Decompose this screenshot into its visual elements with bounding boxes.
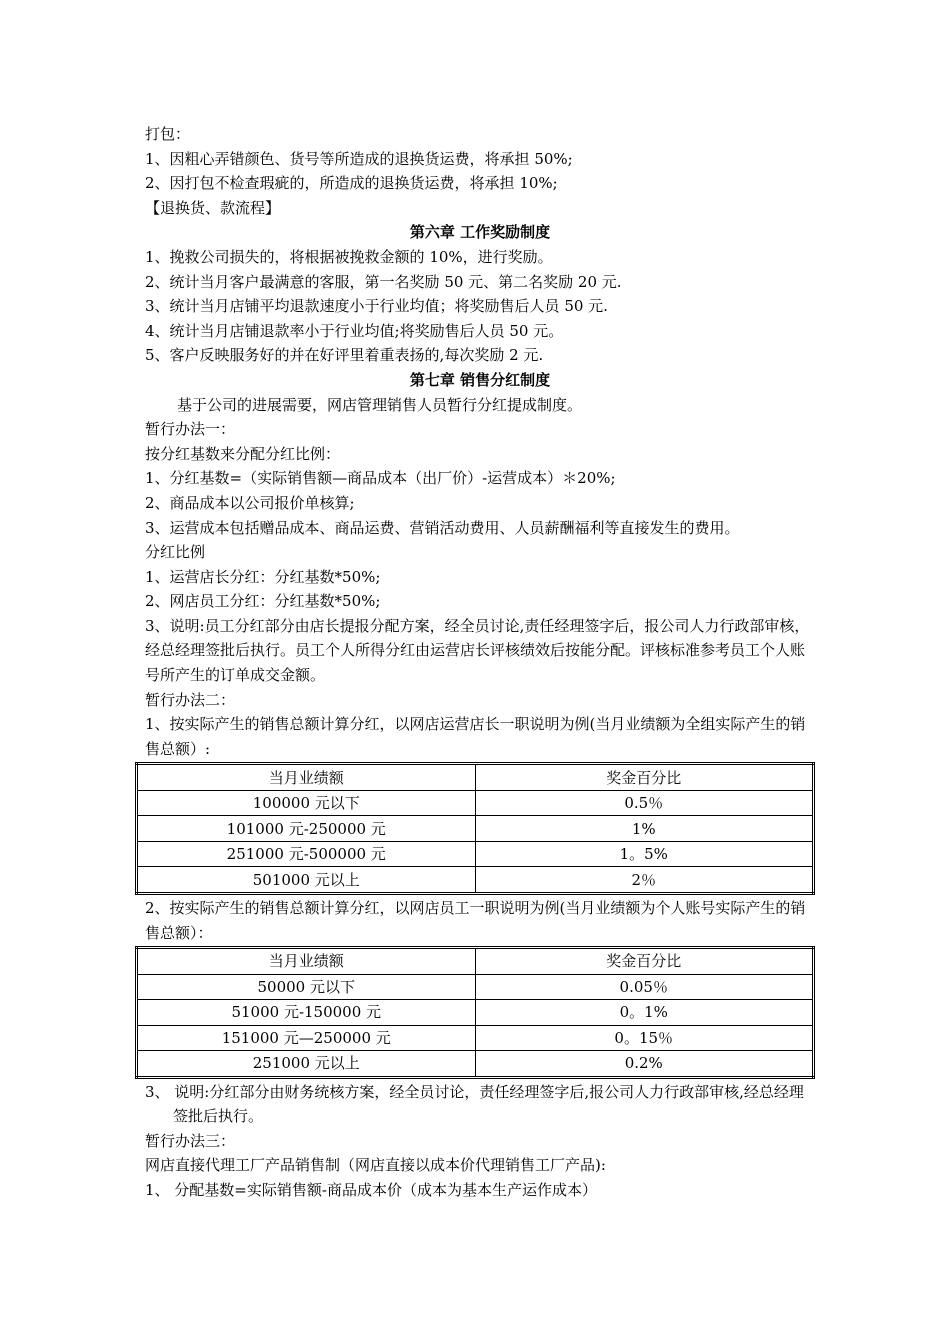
- table-header-cell: 奖金百分比: [475, 764, 814, 791]
- method3-title: 暂行办法三：: [145, 1131, 236, 1150]
- table-row: [137, 1051, 814, 1078]
- method1-title: 暂行办法一：: [145, 420, 236, 439]
- method2-title: 暂行办法二：: [145, 690, 236, 709]
- table-header-row: [137, 948, 814, 975]
- table-row: [137, 841, 814, 867]
- table-cell: 151000 元—250000 元: [137, 1025, 476, 1051]
- table-row: [137, 974, 814, 1000]
- table-cell: 251000 元-500000 元: [137, 841, 476, 867]
- table-header-cell: 当月业绩额: [137, 948, 476, 975]
- table-cell: 1%: [475, 816, 814, 842]
- table-header-cell: 当月业绩额: [137, 764, 476, 791]
- packing-rule-1: 1、因粗心弄错颜色、货号等所造成的退换货运费，将承担 50%;: [145, 149, 573, 168]
- method1-item: 1、分红基数=（实际销售额—商品成本（出厂价）-运营成本）＊20%;: [145, 469, 616, 488]
- table-row: [137, 867, 814, 894]
- chapter6-item: 4、统计当月店铺退款率小于行业均值;将奖励售后人员 50 元。: [145, 321, 564, 340]
- manager-bonus-table: [135, 762, 815, 895]
- table-cell: 51000 元-150000 元: [137, 1000, 476, 1026]
- table-cell: 0.2%: [475, 1051, 814, 1078]
- table-cell: 1。5%: [475, 841, 814, 867]
- ratio-heading: 分红比例: [145, 543, 206, 562]
- ratio-item: 1、运营店长分红：分红基数*50%;: [145, 567, 381, 586]
- method2-item-3: 3、 说明:分红部分由财务统核方案，经全员讨论，责任经理签字后,报公司人力行政部审核,经总经理签批后执行。: [145, 1082, 804, 1126]
- table-header-row: [137, 764, 814, 791]
- table-cell: 501000 元以上: [137, 867, 476, 894]
- table-cell: 100000 元以下: [137, 790, 476, 816]
- chapter6-item: 5、客户反映服务好的并在好评里着重表扬的,每次奖励 2 元.: [145, 346, 544, 365]
- table-cell: 50000 元以下: [137, 974, 476, 1000]
- chapter6-item: 1、挽救公司损失的，将根据被挽救金额的 10%，进行奖励。: [145, 247, 553, 266]
- method3-item-1: 1、 分配基数=实际销售额-商品成本价（成本为基本生产运作成本）: [145, 1181, 597, 1199]
- table-cell: 101000 元-250000 元: [137, 816, 476, 842]
- table-cell: 0。15％: [475, 1025, 814, 1051]
- ratio-note: 3、说明:员工分红部分由店长提报分配方案，经全员讨论,责任经理签字后，报公司人力行政部审核，经总经理签批后执行。员工个人所得分红由运营店长评核绩效后按能分配。评核标准参考员工个人账号所产生的订单成交金额。: [145, 616, 810, 685]
- table-cell: 251000 元以上: [137, 1051, 476, 1078]
- method1-subtitle: 按分红基数来分配分红比例：: [145, 444, 341, 463]
- table-cell: 0.5％: [475, 790, 814, 816]
- method1-item: 2、商品成本以公司报价单核算;: [145, 493, 355, 512]
- chapter6-title: 第六章 工作奖励制度: [409, 223, 551, 242]
- method1-item: 3、运营成本包括赠品成本、商品运费、营销活动费用、人员薪酬福利等直接发生的费用。: [145, 518, 740, 537]
- staff-bonus-table: [135, 946, 815, 1079]
- table-row: [137, 790, 814, 816]
- chapter7-intro: 基于公司的进展需要，网店管理销售人员暂行分红提成制度。: [177, 395, 583, 414]
- packing-heading: 打包：: [145, 125, 191, 143]
- table-cell: 0。1%: [475, 1000, 814, 1026]
- ratio-item: 2、网店员工分红：分红基数*50%;: [145, 592, 381, 611]
- return-process-heading: 【退换货、款流程】: [145, 198, 281, 217]
- packing-rule-2: 2、因打包不检查瑕疵的，所造成的退换货运费，将承担 10%;: [145, 174, 558, 193]
- table-row: [137, 816, 814, 842]
- table-cell: 2％: [475, 867, 814, 894]
- chapter6-item: 3、统计当月店铺平均退款速度小于行业均值；将奖励售后人员 50 元.: [145, 297, 608, 316]
- method2-item-1: 1、按实际产生的销售总额计算分红，以网店运营店长一职说明为例(当月业绩额为全组实际产生的销售总额）:: [145, 715, 806, 758]
- method3-subtitle: 网店直接代理工厂产品销售制（网店直接以成本价代理销售工厂产品):: [145, 1156, 606, 1175]
- chapter6-item: 2、统计当月客户最满意的客服，第一名奖励 50 元、第二名奖励 20 元.: [145, 272, 622, 291]
- method2-item-2: 2、按实际产生的销售总额计算分红，以网店员工一职说明为例(当月业绩额为个人账号实际产生的销售总额）：: [145, 898, 806, 942]
- table-row: [137, 1000, 814, 1026]
- chapter7-title: 第七章 销售分红制度: [409, 370, 551, 389]
- document-body: [145, 122, 815, 1203]
- table-cell: 0.05％: [475, 974, 814, 1000]
- table-row: [137, 1025, 814, 1051]
- table-header-cell: 奖金百分比: [475, 948, 814, 975]
